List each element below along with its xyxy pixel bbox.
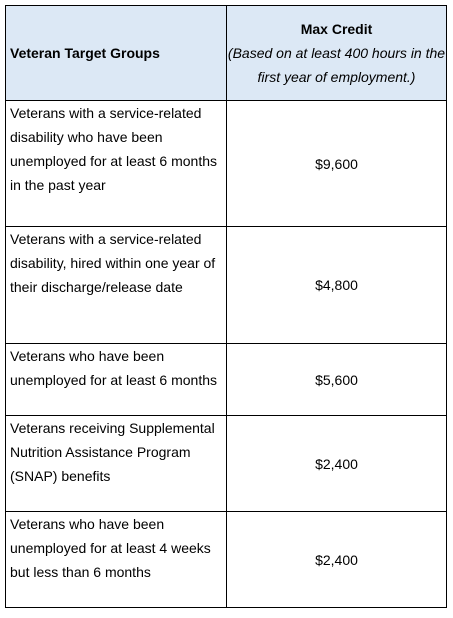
max-credit-cell: $2,400 <box>227 512 447 608</box>
table-row <box>6 416 447 512</box>
max-credit-cell: $4,800 <box>227 227 447 344</box>
target-group-cell: Veterans who have been unemployed for at least 6 months <box>6 344 227 416</box>
max-credit-cell: $9,600 <box>227 101 447 227</box>
target-group-cell: Veterans with a service-related disability, hired within one year of their discharge/release date <box>6 227 227 344</box>
table-row <box>6 101 447 227</box>
target-group-cell: Veterans receiving Supplemental Nutrition Assistance Program (SNAP) benefits <box>6 416 227 512</box>
target-group-cell: Veterans who have been unemployed for at least 4 weeks but less than 6 months <box>6 512 227 608</box>
table-row <box>6 344 447 416</box>
max-credit-cell: $5,600 <box>227 344 447 416</box>
max-credit-title: Max Credit <box>300 21 373 37</box>
veteran-credit-table <box>5 5 447 608</box>
table-row <box>6 512 447 608</box>
table-row <box>6 227 447 344</box>
header-max-credit <box>227 6 447 101</box>
table-header-row <box>6 6 447 101</box>
max-credit-cell: $2,400 <box>227 416 447 512</box>
header-target-groups: Veteran Target Groups <box>6 6 227 101</box>
target-group-cell: Veterans with a service-related disability who have been unemployed for at least 6 months in the past year <box>6 101 227 227</box>
max-credit-note: (Based on at least 400 hours in the first year of employment.) <box>227 45 446 85</box>
